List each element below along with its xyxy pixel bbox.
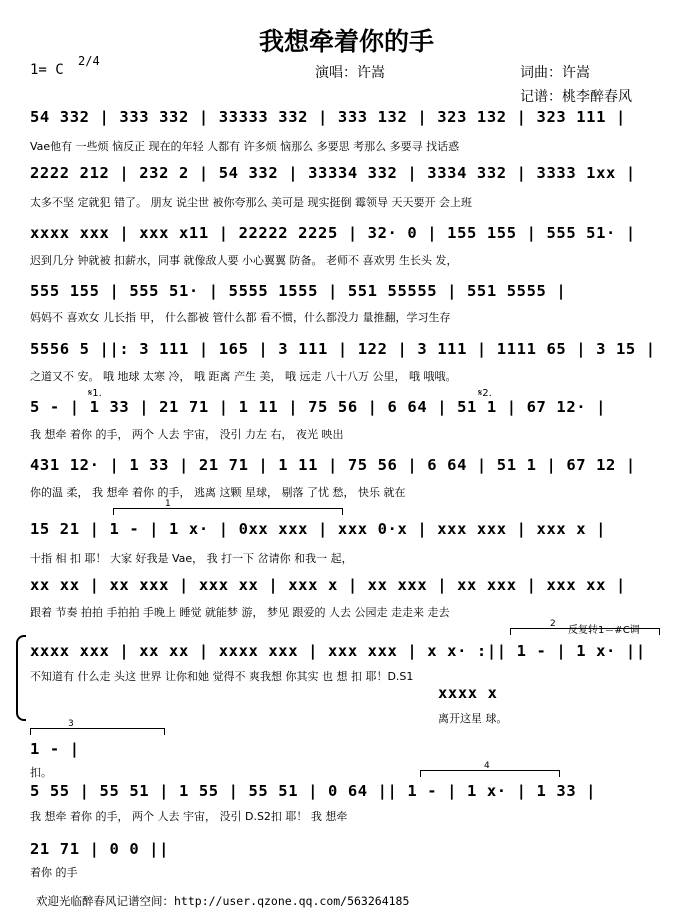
- notation-row: xx xx | xx xxx | xxx xx | xxx x | xx xxx | xx xxx | xxx xx |: [30, 576, 626, 594]
- lyric-row: 着你 的手: [30, 866, 78, 879]
- lyric-row: 我 想牵 着你 的手， 两个 人去 宇宙， 没引 D.S2扣 耶！ 我 想牵: [30, 810, 348, 823]
- song-title: 我想牵着你的手: [258, 27, 434, 56]
- key-signature: 1= C: [30, 62, 64, 78]
- notation-row: 431 12· | 1 33 | 21 71 | 1 11 | 75 56 | 6 64 | 51 1 | 67 12 |: [30, 456, 636, 474]
- volta-number: 3: [68, 719, 74, 729]
- notation-row: 54 332 | 333 332 | 33333 332 | 333 132 | 323 132 | 323 111 |: [30, 108, 626, 126]
- lyric-row: 之道又不 安。 哦 地球 太寒 冷， 哦 距离 产生 美， 哦 远走 八十八万 公里， 哦 哦哦。: [30, 370, 457, 383]
- lyric-row: 太多不坚 定就犯 错了。 朋友 说尘世 被你夸那么 美可是 现实挺倒 霉领导 天天要开 会上班: [30, 196, 472, 209]
- notation-row: 5556 5 ||: 3 111 | 165 | 3 111 | 122 | 3 111 | 1111 65 | 3 15 |: [30, 340, 656, 358]
- key-change-note: 反复转1＝#C调: [568, 625, 640, 636]
- footer-credit: 欢迎光临醉春风记谱空间：http://user.qzone.qq.com/563264185: [36, 894, 410, 908]
- notation-row: 5 - | 1 33 | 21 71 | 1 11 | 75 56 | 6 64 | 51 1 | 67 12· |: [30, 398, 607, 416]
- volta-number: 2: [550, 619, 556, 629]
- notation-row: xxxx xxx | xxx x11 | 22222 2225 | 32· 0 | 155 155 | 555 51· |: [30, 224, 636, 242]
- volta-bracket-3: [30, 719, 165, 729]
- lyric-row: 你的温 柔， 我 想牵 着你 的手， 逃离 这颗 星球， 剔落 了忧 愁， 快乐 就在: [30, 486, 406, 499]
- notation-row: xxxx x: [438, 684, 498, 702]
- transcriber-credit: 记谱：桃李醉春风: [520, 89, 632, 105]
- time-signature: [78, 54, 100, 68]
- lyric-row: 十指 相 扣 耶！ 大家 好我是 Vae， 我 打一下 岔请你 和我一 起，: [30, 552, 353, 565]
- notation-row: 555 155 | 555 51· | 5555 1555 | 551 55555 | 551 5555 |: [30, 282, 567, 300]
- lyric-row: 不知道有 什么走 头这 世界 让你和她 觉得不 爽我想 你其实 也 想 扣 耶！D.S1: [30, 670, 414, 683]
- notation-row: 21 71 | 0 0 ||: [30, 840, 170, 858]
- lyric-row: 妈妈不 喜欢女 儿长指 甲， 什么都被 管什么都 看不惯，什么都没力 量推翻，学习生存: [30, 311, 451, 324]
- notation-row: 1 - |: [30, 740, 80, 758]
- notation-row: 2222 212 | 232 2 | 54 332 | 33334 332 | 3334 332 | 3333 1xx |: [30, 164, 636, 182]
- lyric-row: 迟到几分 钟就被 扣薪水，同事 就像敌人要 小心翼翼 防备。 老师不 喜欢男 生长头 发，: [30, 254, 458, 267]
- notation-row: xxxx xxx | xx xx | xxxx xxx | xxx xxx | x x· :|| 1 - | 1 x· ||: [30, 642, 646, 660]
- composer-credit: 词曲：许嵩: [520, 65, 590, 81]
- lyric-row: 跟着 节奏 拍拍 手拍拍 手晚上 睡觉 就能梦 游， 梦见 跟爱的 人去 公园走 走走来 走去: [30, 606, 450, 619]
- lyric-row: 离开这星 球。: [438, 712, 508, 725]
- volta-number: 1: [165, 499, 171, 509]
- segno-mark-1: 𝄋1.: [88, 388, 102, 399]
- volta-bracket-1: [113, 499, 343, 509]
- lyric-row: Vae他有 一些烦 恼反正 现在的年轻 人都有 许多烦 恼那么 多要思 考那么 多要寻 找话惑: [30, 140, 460, 153]
- lyric-row: 扣。: [30, 766, 52, 779]
- time-signature-text: 2/4: [78, 54, 100, 68]
- system-brace: [16, 635, 26, 721]
- lyric-row: 我 想牵 着你 的手， 两个 人去 宇宙， 没引 力左 右， 夜光 映出: [30, 428, 344, 441]
- volta-bracket-4: [420, 761, 560, 771]
- volta-number: 4: [484, 761, 490, 771]
- notation-row: 15 21 | 1 - | 1 x· | 0xx xxx | xxx 0·x | xxx xxx | xxx x |: [30, 520, 607, 538]
- singer-credit: 演唱：许嵩: [315, 65, 385, 81]
- notation-row: 5 55 | 55 51 | 1 55 | 55 51 | 0 64 || 1 - | 1 x· | 1 33 |: [30, 782, 597, 800]
- segno-mark-2: 𝄋2.: [478, 388, 492, 399]
